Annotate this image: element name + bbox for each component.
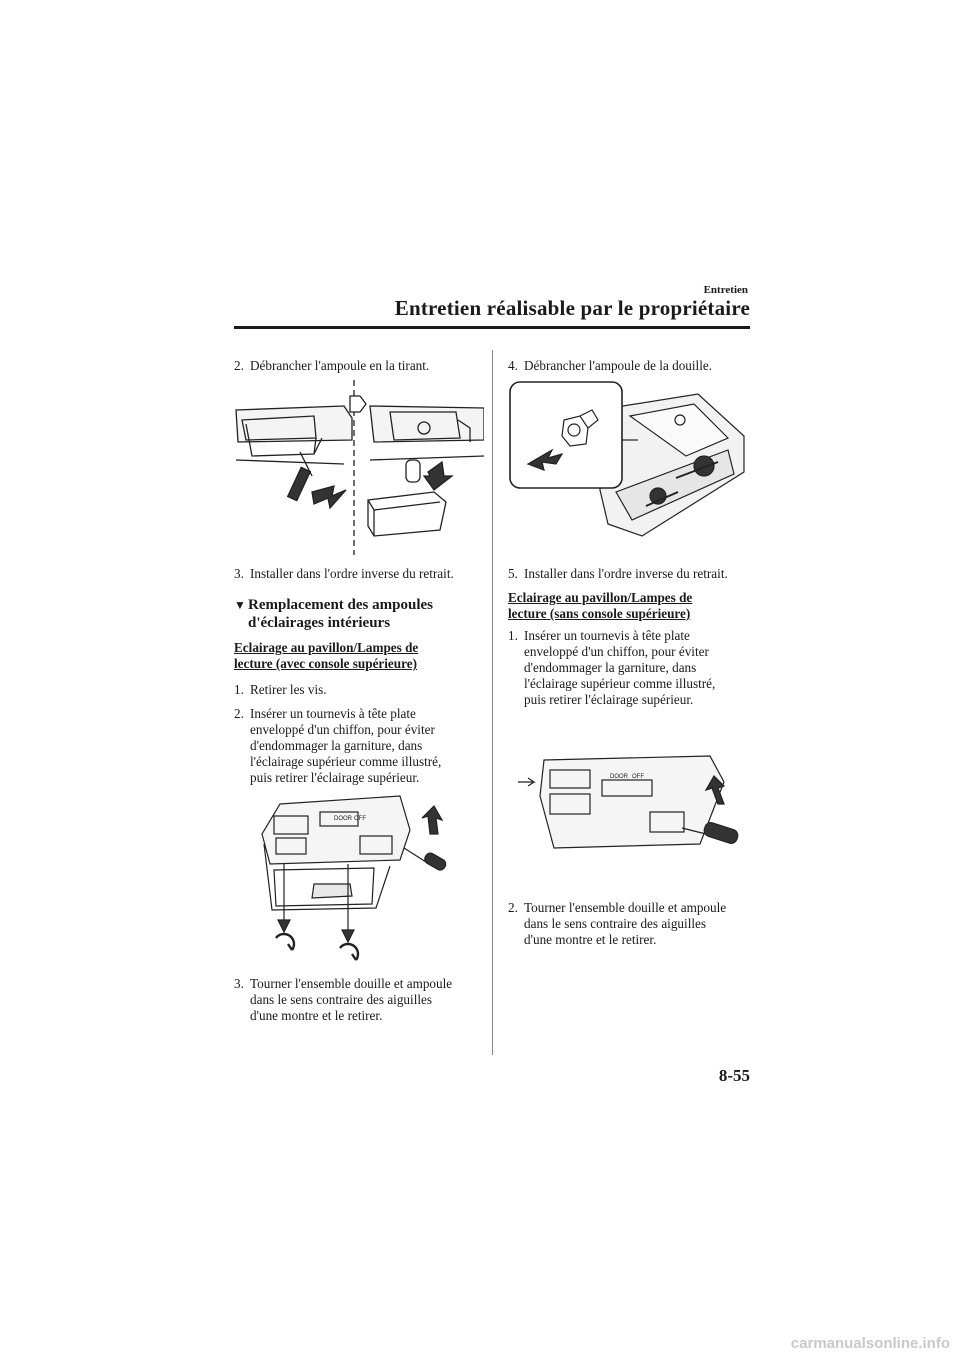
step-5-reinstall: 5. Installer dans l'ordre inverse du retrait. <box>508 566 728 581</box>
header-rule <box>234 326 750 329</box>
door-switch-label-2: DOOR <box>610 774 628 780</box>
off-switch-label: OFF <box>354 816 366 822</box>
column-divider <box>492 350 493 1055</box>
step-1-insert-screwdriver-no-console: 1. Insérer un tournevis à tête plate enveloppé d'un chiffon, pour éviter d'endommager la garniture, dans l'éclairage supérieur comme illustré, puis retirer l'éclairage supérieur. <box>508 628 716 707</box>
step-2-insert-screwdriver: 2. Insérer un tournevis à tête plate enveloppé d'un chiffon, pour éviter d'endommager la garniture, dans l'éclairage supérieur comme illustré, puis retirer l'éclairage supérieur. <box>234 706 442 785</box>
page-number: 8-55 <box>718 1066 750 1085</box>
step-4-disconnect-bulb-socket: 4. Débrancher l'ampoule de la douille. <box>508 358 713 373</box>
section-title: Entretien réalisable par le propriétaire <box>394 296 750 320</box>
bulb-removal-illustration <box>234 380 484 555</box>
bulb-socket-illustration <box>508 380 748 550</box>
step-3-turn-socket: 3. Tourner l'ensemble douille et ampoule dans le sens contraire des aiguilles d'une montre et le retirer. <box>234 976 453 1023</box>
triangle-marker-icon: ▼ <box>234 598 246 612</box>
subheading-without-console: Eclairage au pavillon/Lampes de lecture (sans console supérieure) <box>508 590 693 621</box>
section-heading-interior-lights: ▼ Remplacement des ampoules d'éclairages intérieurs <box>234 597 433 631</box>
chapter-label: Entretien <box>703 284 748 296</box>
off-switch-label-2: OFF <box>632 774 644 780</box>
door-switch-label: DOOR <box>334 816 352 822</box>
subheading-with-console: Eclairage au pavillon/Lampes de lecture (avec console supérieure) <box>234 640 419 671</box>
step-1-remove-screws: 1. Retirer les vis. <box>234 682 327 697</box>
console-screw-removal-illustration <box>250 790 470 965</box>
footer-watermark: carmanualsonline.info <box>790 1335 950 1352</box>
step-2-disconnect-bulb: 2. Débrancher l'ampoule en la tirant. <box>234 358 430 373</box>
overhead-light-removal-illustration <box>514 752 750 862</box>
step-2-turn-socket-no-console: 2. Tourner l'ensemble douille et ampoule dans le sens contraire des aiguilles d'une montre et le retirer. <box>508 900 727 947</box>
step-3-reinstall: 3. Installer dans l'ordre inverse du retrait. <box>234 566 454 581</box>
